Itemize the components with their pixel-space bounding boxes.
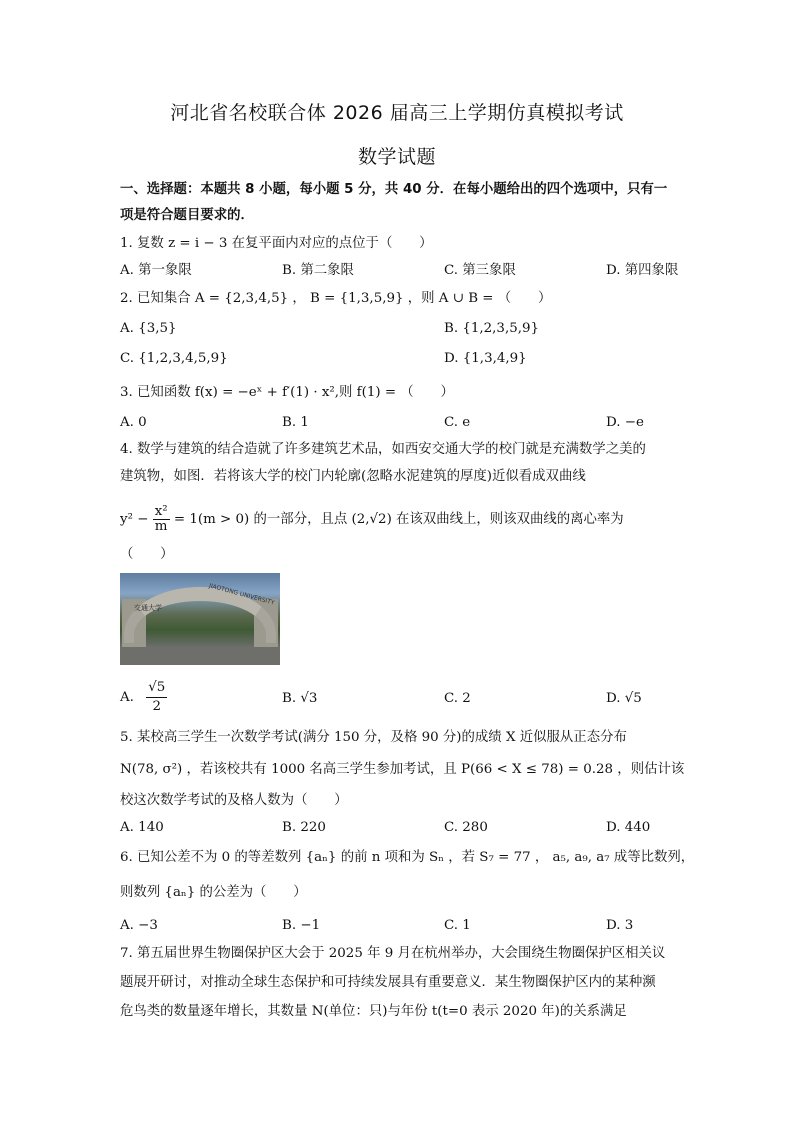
q4-option-a-den: 2 <box>152 699 161 714</box>
question-4-line2: 建筑物，如图．若将该大学的校门内轮廓(忽略水泥建筑的厚度)近似看成双曲线 <box>120 469 586 484</box>
page-title: 河北省名校联合体 2026 届高三上学期仿真模拟考试 <box>170 102 624 124</box>
q1-option-b: B. 第二象限 <box>282 263 354 278</box>
question-7-line3: 危鸟类的数量逐年增长，其数量 N(单位：只)与年份 t(t=0 表示 2020 年)的关系满足 <box>120 1004 627 1019</box>
question-5-line3: 校这次数学考试的及格人数为（ ） <box>120 793 348 808</box>
question-5-line1: 5. 某校高三学生一次数学考试(满分 150 分，及格 90 分)的成绩 X 近似服从正态分布 <box>120 730 627 745</box>
fraction-denominator: m <box>154 519 168 534</box>
question-6-line1: 6. 已知公差不为 0 的等差数列 {aₙ} 的前 n 项和为 Sₙ ，若 S₇ = 77 ， a₅, a₉, a₇ 成等比数列， <box>120 850 695 865</box>
university-gate-photo <box>120 573 280 665</box>
q4-option-a-fraction <box>146 681 167 714</box>
q4-option-a <box>120 681 167 714</box>
q3-option-b: B. 1 <box>282 415 309 430</box>
gate-sign-english: JIAOTONG UNIVERSITY <box>208 582 276 607</box>
q2-option-b: B. {1,2,3,5,9} <box>444 321 540 336</box>
q3-option-d: D. −e <box>606 415 644 430</box>
q5-option-a: A. 140 <box>120 820 164 835</box>
q3-option-c: C. e <box>444 415 471 430</box>
q1-option-d: D. 第四象限 <box>606 263 679 278</box>
hyperbola-lhs: y² − <box>120 512 149 527</box>
question-3-stem: 3. 已知函数 f(x) = −eˣ + f′(1) · x²,则 f(1) = （ ） <box>120 385 454 400</box>
hyperbola-fraction <box>153 505 170 534</box>
q6-option-c: C. 1 <box>444 918 471 933</box>
question-6-line2: 则数列 {aₙ} 的公差为（ ） <box>120 885 307 900</box>
q6-option-b: B. −1 <box>282 918 321 933</box>
section-instruction-line1: 一、选择题：本题共 8 小题，每小题 5 分，共 40 分．在每小题给出的四个选项中，只有一 <box>120 182 668 197</box>
question-2-stem: 2. 已知集合 A = {2,3,4,5} ， B = {1,3,5,9} ，则 A ∪ B = （ ） <box>120 291 552 306</box>
q6-option-d: D. 3 <box>606 918 634 933</box>
question-5-line2: N(78, σ²) ，若该校共有 1000 名高三学生参加考试，且 P(66 < X ≤ 78) = 0.28 ，则估计该 <box>120 762 685 777</box>
q1-option-a: A. 第一象限 <box>120 263 192 278</box>
q5-option-d: D. 440 <box>606 820 651 835</box>
q2-option-a: A. {3,5} <box>120 321 177 336</box>
q5-option-c: C. 280 <box>444 820 488 835</box>
question-4-line3 <box>120 505 624 534</box>
question-7-line1: 7. 第五届世界生物圈保护区大会于 2025 年 9 月在杭州举办，大会围绕生物圈保护区相关议 <box>120 946 666 961</box>
q2-option-d: D. {1,3,4,9} <box>444 351 527 366</box>
question-4-line1: 4. 数学与建筑的结合造就了许多建筑艺术品，如西安交通大学的校门就是充满数学之美的 <box>120 442 646 457</box>
road <box>120 647 280 665</box>
q3-option-a: A. 0 <box>120 415 147 430</box>
section-instruction-line2: 项是符合题目要求的． <box>120 208 254 223</box>
hyperbola-rhs-text: = 1(m > 0) 的一部分，且点 (2,√2) 在该双曲线上，则该双曲线的离心率为 <box>173 512 624 527</box>
question-4-line4: （ ） <box>120 547 174 562</box>
q4-option-b: B. √3 <box>282 691 318 706</box>
question-7-line2: 题展开研讨，对推动全球生态保护和可持续发展具有重要意义．某生物圈保护区内的某种濒 <box>120 975 656 990</box>
q6-option-a: A. −3 <box>120 918 158 933</box>
q4-option-d: D. √5 <box>606 691 642 706</box>
q1-option-c: C. 第三象限 <box>444 263 516 278</box>
page-subtitle: 数学试题 <box>357 146 436 168</box>
q2-option-c: C. {1,2,3,4,5,9} <box>120 351 228 366</box>
q4-option-a-num: √5 <box>146 681 167 698</box>
q5-option-b: B. 220 <box>282 820 326 835</box>
q4-option-a-label: A. <box>120 690 134 705</box>
q4-option-c: C. 2 <box>444 691 471 706</box>
gate-sign-chinese: 交通大学 <box>134 604 162 612</box>
fraction-numerator: x² <box>154 504 168 519</box>
question-1-stem: 1. 复数 z = i − 3 在复平面内对应的点位于（ ） <box>120 236 433 251</box>
